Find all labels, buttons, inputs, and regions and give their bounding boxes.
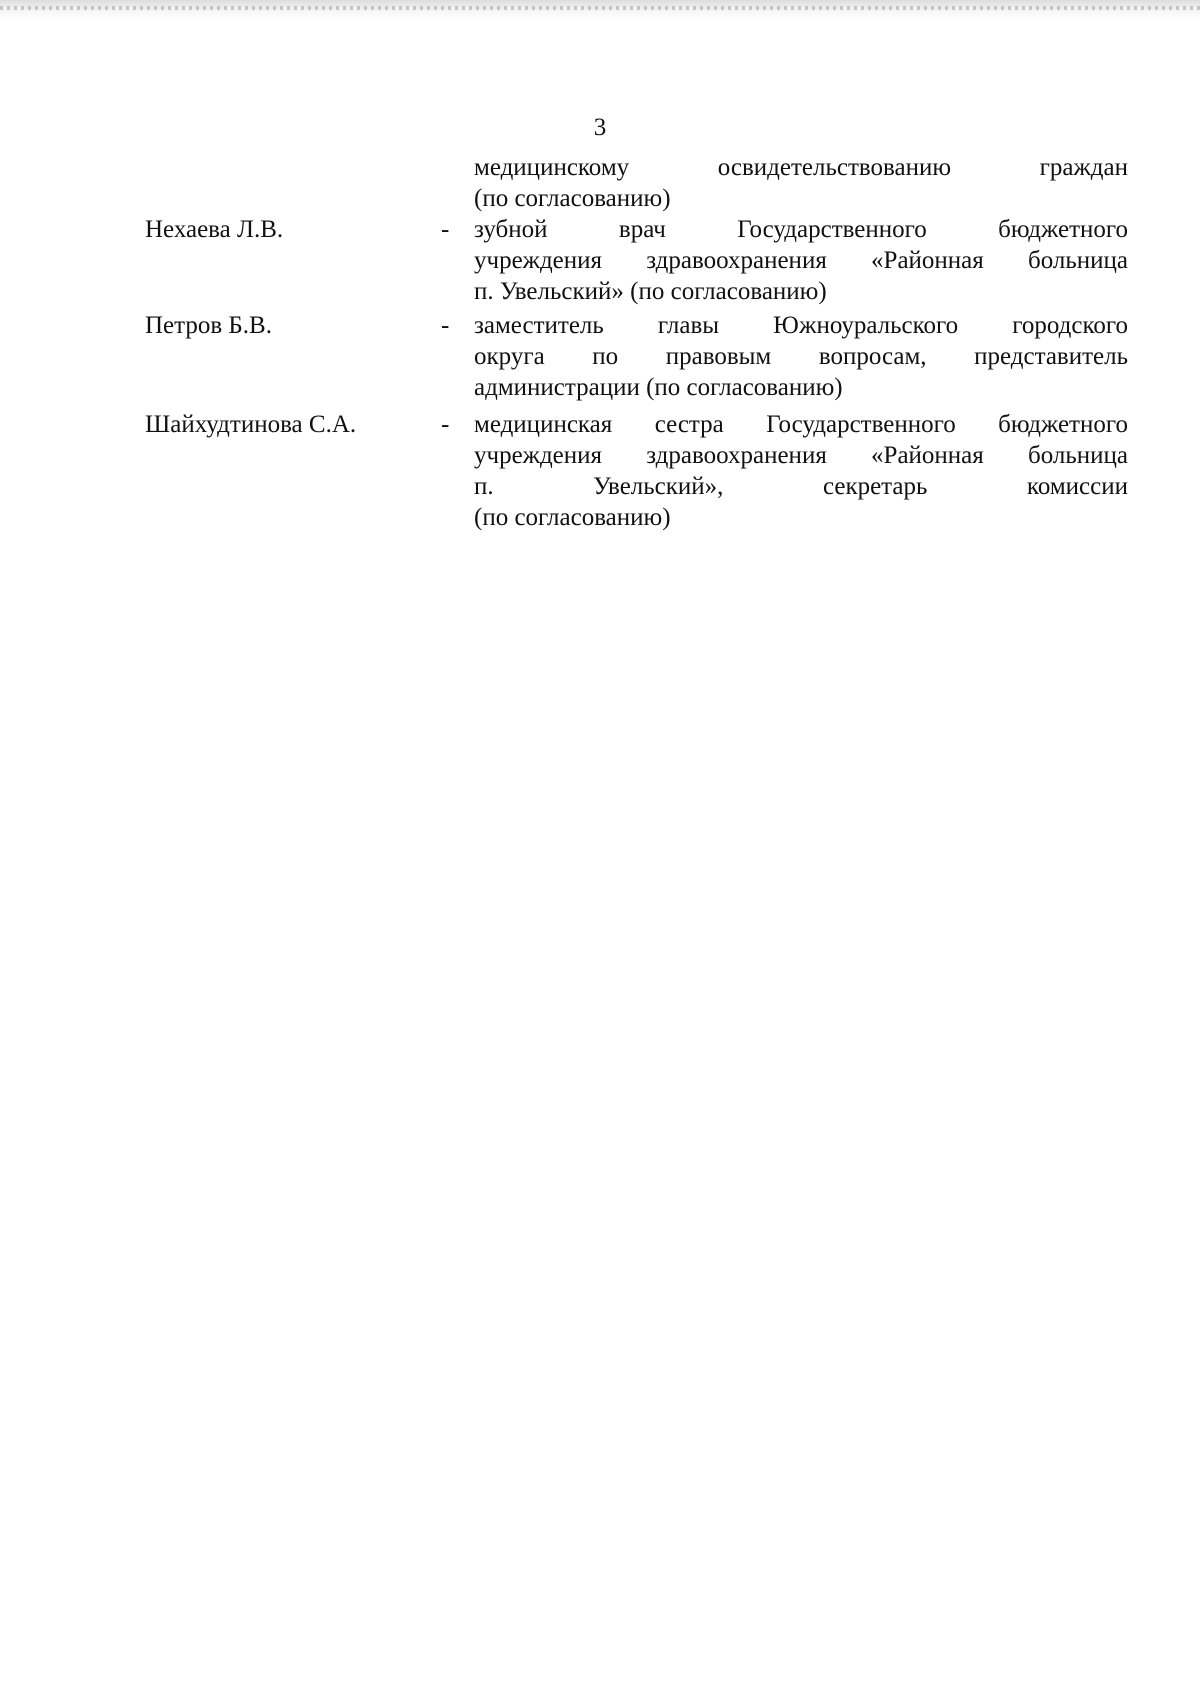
- description-line: заместитель главы Южноуральского городского: [474, 312, 1128, 339]
- member-dash: -: [441, 312, 450, 339]
- continuation-line: медицинскому освидетельствованию граждан: [474, 154, 1128, 181]
- description-line: администрации (по согласованию): [474, 374, 843, 401]
- continuation-text: [474, 152, 1128, 214]
- description-line: учреждения здравоохранения «Районная больница: [474, 442, 1128, 469]
- description-line: медицинская сестра Государственного бюджетного: [474, 411, 1128, 438]
- member-name: Петров Б.В.: [145, 312, 272, 339]
- continuation-line: (по согласованию): [474, 185, 671, 212]
- description-line: округа по правовым вопросам, представитель: [474, 343, 1128, 370]
- member-name: Шайхудтинова С.А.: [145, 411, 357, 438]
- description-line: (по согласованию): [474, 504, 671, 531]
- member-description: [474, 310, 1128, 403]
- member-name: Нехаева Л.В.: [145, 216, 284, 243]
- description-line: учреждения здравоохранения «Районная больница: [474, 247, 1128, 274]
- member-description: [474, 214, 1128, 307]
- scan-edge-artifact: [0, 0, 1200, 22]
- member-description: [474, 409, 1128, 533]
- member-dash: -: [441, 411, 450, 438]
- description-line: п. Увельский», секретарь комиссии: [474, 473, 1128, 500]
- member-dash: -: [441, 216, 450, 243]
- description-line: п. Увельский» (по согласованию): [474, 278, 827, 305]
- description-line: зубной врач Государственного бюджетного: [474, 216, 1128, 243]
- page-number: 3: [593, 114, 607, 141]
